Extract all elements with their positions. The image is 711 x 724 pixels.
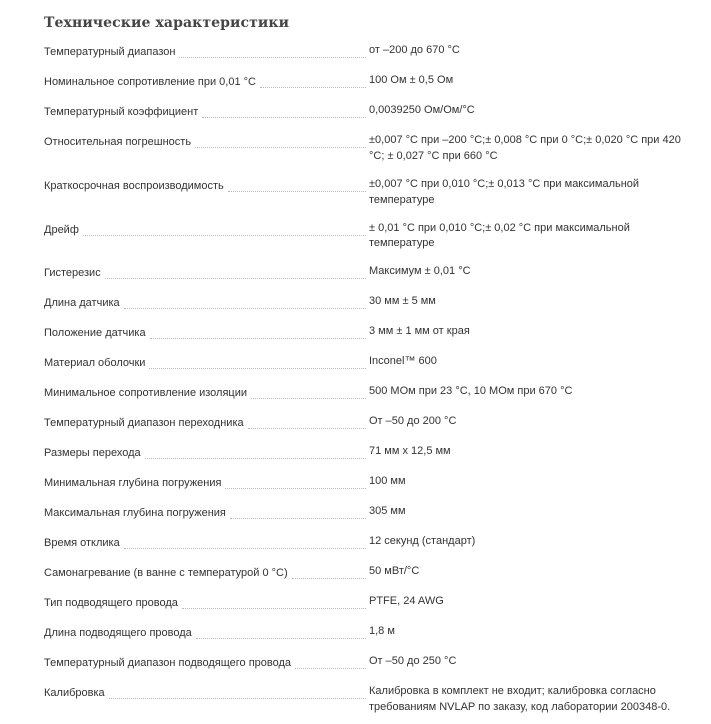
spec-value: ±0,007 °C при –200 °C;± 0,008 °C при 0 °C;± 0,020 °C при 420 °C; ± 0,027 °C при 660 °C [369,134,681,162]
dotted-leader [109,697,366,699]
spec-row-lead-wire-type [44,593,694,611]
spec-label-cell [44,383,369,401]
spec-label: Номинальное сопротивление при 0,01 °C [44,76,256,88]
spec-value: Максимум ± 0,01 °C [369,265,471,277]
spec-label: Краткосрочная воспроизводимость [44,180,224,192]
spec-value: PTFE, 24 AWG [369,595,444,607]
dotted-leader [228,190,366,192]
spec-label: Время отклика [44,537,120,549]
spec-label: Температурный диапазон переходника [44,417,244,429]
spec-label-cell [44,503,369,521]
dotted-leader [251,397,366,399]
spec-label-cell [44,653,369,671]
spec-label-cell [44,132,369,150]
spec-label-cell [44,593,369,611]
spec-row-hysteresis [44,263,694,281]
spec-label: Самонагревание (в ванне с температурой 0 °C) [44,567,288,579]
spec-row-short-term-repeatability [44,176,694,208]
spec-row-calibration [44,683,694,715]
spec-label-cell [44,413,369,431]
spec-value: 12 секунд (стандарт) [369,535,476,547]
spec-row-min-immersion-depth [44,473,694,491]
dotted-leader [225,487,366,489]
spec-value: 1,8 м [369,625,395,637]
spec-value: 100 мм [369,475,406,487]
spec-row-drift [44,220,694,251]
spec-row-transition-temperature-range [44,413,694,431]
spec-label: Дрейф [44,224,79,236]
dotted-leader [179,56,366,58]
spec-label: Размеры перехода [44,447,141,459]
spec-label-cell [44,683,369,701]
spec-label: Относительная погрешность [44,136,192,148]
spec-label-cell [44,42,369,60]
spec-row-response-time [44,533,694,551]
dotted-leader [105,277,366,279]
spec-label: Материал оболочки [44,357,146,369]
spec-label-cell [44,176,369,194]
spec-row-sensor-length [44,293,694,311]
spec-value: Inconel™ 600 [369,355,437,367]
spec-row-self-heating [44,563,694,581]
spec-row-relative-accuracy [44,132,694,164]
spec-value: от –200 до 670 °C [369,44,460,56]
spec-label: Положение датчика [44,327,146,339]
dotted-leader [196,637,366,639]
spec-value: 500 МОм при 23 °C, 10 МОм при 670 °C [369,385,573,397]
dotted-leader [149,367,366,369]
spec-label: Минимальная глубина погружения [44,477,222,489]
spec-label-cell [44,102,369,120]
spec-label: Температурный коэффициент [44,106,199,118]
spec-value: 71 мм x 12,5 мм [369,445,451,457]
spec-label-cell [44,563,369,581]
spec-label-cell [44,72,369,90]
spec-label: Температурный диапазон [44,46,176,58]
dotted-leader [202,116,366,118]
spec-row-sensor-position [44,323,694,341]
spec-label-cell [44,443,369,461]
spec-label-cell [44,220,369,238]
spec-label: Длина датчика [44,297,120,309]
spec-value: От –50 до 250 °C [369,655,457,667]
dotted-leader [260,86,366,88]
spec-label: Минимальное сопротивление изоляции [44,387,248,399]
spec-row-nominal-resistance [44,72,694,90]
dotted-leader [145,457,366,459]
spec-row-temperature-coefficient [44,102,694,120]
spec-value: 0,0039250 Ом/Ом/°C [369,104,475,116]
spec-row-transition-dimensions [44,443,694,461]
spec-value: 305 мм [369,505,406,517]
spec-label-cell [44,473,369,491]
spec-row-temperature-range [44,42,694,60]
spec-row-max-immersion-depth [44,503,694,521]
dotted-leader [150,337,366,339]
spec-row-insulation-resistance [44,383,694,401]
dotted-leader [182,607,366,609]
spec-value: ±0,007 °C при 0,010 °C;± 0,013 °C при максимальной температуре [369,178,640,206]
spec-row-sheath-material [44,353,694,371]
spec-value: ± 0,01 °C при 0,010 °C;± 0,02 °C при максимальной температуре [369,222,630,249]
dotted-leader [124,547,366,549]
dotted-leader [292,577,366,579]
spec-label-cell [44,263,369,281]
spec-label-cell [44,293,369,311]
section-title: Технические характеристики [44,15,290,31]
spec-table [44,42,694,724]
spec-value: От –50 до 200 °C [369,415,457,427]
spec-row-lead-wire-temperature-range [44,653,694,671]
spec-value: Калибровка в комплект не входит; калибровка согласно требованиям NVLAP по заказу, код лаборатории 200348-0. [369,685,671,713]
dotted-leader [230,517,366,519]
spec-value: 100 Ом ± 0,5 Ом [369,74,454,86]
spec-value: 30 мм ± 5 мм [369,295,436,307]
dotted-leader [295,667,366,669]
dotted-leader [248,427,366,429]
spec-label-cell [44,533,369,551]
dotted-leader [195,146,366,148]
spec-label-cell [44,323,369,341]
spec-label-cell [44,623,369,641]
spec-label: Калибровка [44,687,105,699]
spec-label: Длина подводящего провода [44,627,192,639]
dotted-leader [124,307,366,309]
spec-label-cell [44,353,369,371]
spec-label: Гистерезис [44,267,101,279]
spec-label: Максимальная глубина погружения [44,507,226,519]
spec-label: Тип подводящего провода [44,597,178,609]
dotted-leader [83,234,366,236]
spec-label: Температурный диапазон подводящего провода [44,657,292,669]
spec-value: 3 мм ± 1 мм от края [369,325,470,337]
spec-value: 50 мВт/°C [369,565,420,577]
spec-row-lead-wire-length [44,623,694,641]
